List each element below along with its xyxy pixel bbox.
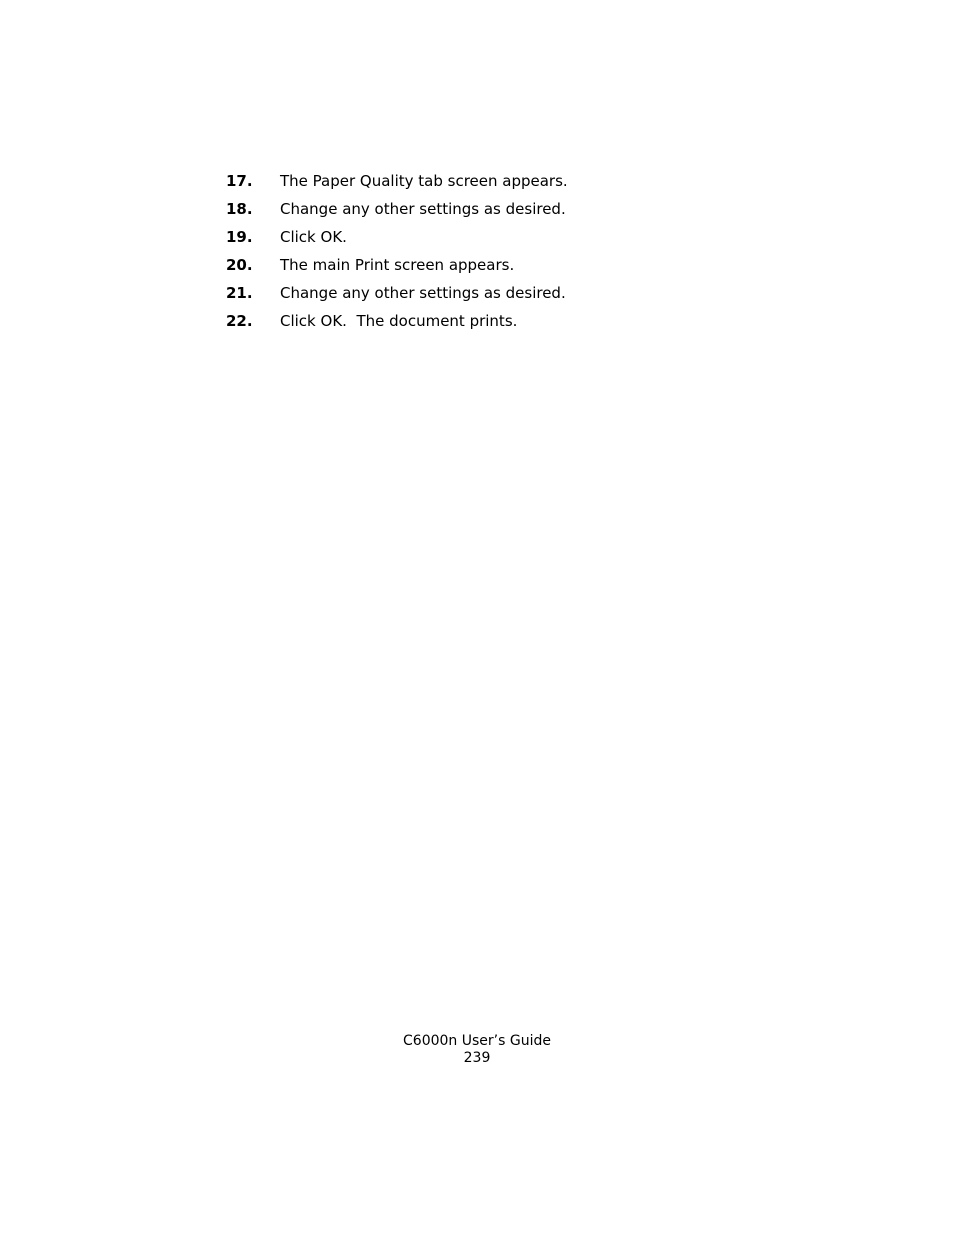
page-footer bbox=[0, 1033, 954, 1067]
step-number: 17. bbox=[226, 172, 253, 190]
step-text: Click OK. bbox=[280, 228, 347, 246]
page-number: 239 bbox=[463, 1050, 491, 1066]
step-number: 20. bbox=[226, 256, 253, 274]
guide-title: C6000n User’s Guide bbox=[403, 1033, 551, 1049]
step-text: The main Print screen appears. bbox=[280, 256, 515, 274]
step-item bbox=[226, 254, 568, 282]
step-number: 22. bbox=[226, 312, 253, 330]
step-item bbox=[226, 226, 568, 254]
step-item bbox=[226, 198, 568, 226]
step-text: The Paper Quality tab screen appears. bbox=[280, 172, 568, 190]
step-item bbox=[226, 310, 568, 338]
step-text: Change any other settings as desired. bbox=[280, 284, 566, 302]
step-number: 19. bbox=[226, 228, 253, 246]
procedure-steps bbox=[226, 170, 568, 338]
step-item bbox=[226, 170, 568, 198]
step-number: 21. bbox=[226, 284, 253, 302]
step-text: Change any other settings as desired. bbox=[280, 200, 566, 218]
step-item bbox=[226, 282, 568, 310]
step-text: Click OK. The document prints. bbox=[280, 312, 518, 330]
step-number: 18. bbox=[226, 200, 253, 218]
